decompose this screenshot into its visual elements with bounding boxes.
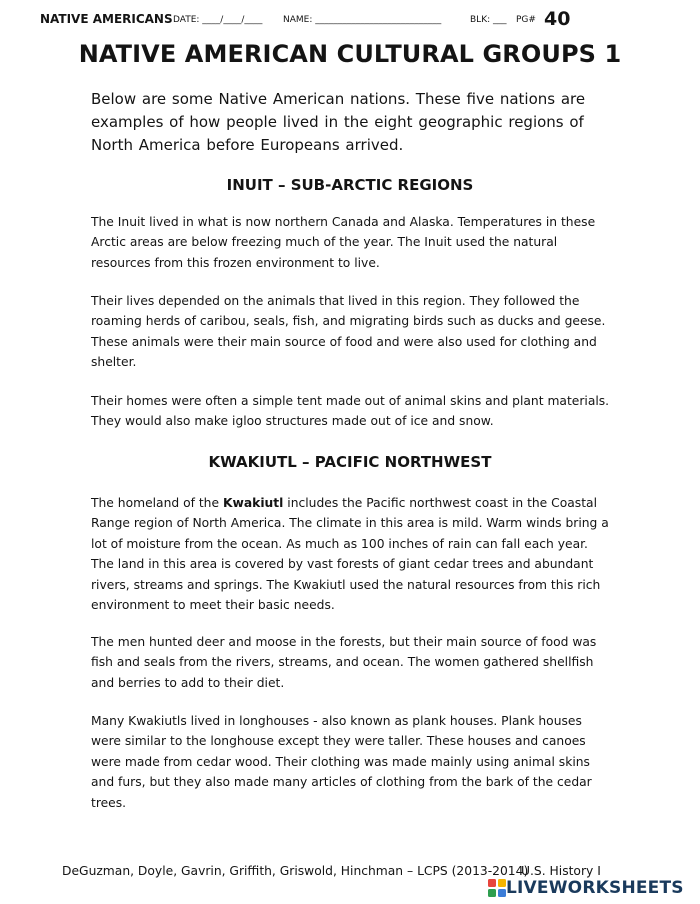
inuit-paragraph-3: Their homes were often a simple tent made out of animal skins and plant materials. They would also make igloo structures made out of ice and snow. — [91, 394, 610, 429]
liveworksheets-logo-icon — [488, 879, 506, 897]
name-field-label: NAME: ____________________________ — [283, 15, 442, 25]
kwakiutl-paragraph-2: The men hunted deer and moose in the forests, but their main source of food was fish and seals from the rivers, streams, and ocean. The women gathered shellfish and berries to add to their diet. — [91, 635, 597, 690]
page-number: 40 — [544, 8, 571, 30]
page-title: NATIVE AMERICAN CULTURAL GROUPS 1 — [78, 40, 622, 68]
section-heading-inuit: INUIT – SUB-ARCTIC REGIONS — [226, 176, 474, 194]
kwakiutl-paragraph-3: Many Kwakiutls lived in longhouses - also known as plank houses. Plank houses were similar to the longhouse except they were taller. These houses and canoes were made from cedar wood. Their clothing was made mainly using animal skins and furs, but they also made many articles of clothing from the bark of the cedar trees. — [91, 714, 592, 810]
course-header: NATIVE AMERICANS — [40, 12, 173, 26]
kwakiutl-p1-pre: The homeland of the — [91, 496, 223, 510]
footer-authors: DeGuzman, Doyle, Gavrin, Griffith, Griswold, Hinchman – LCPS (2013-2014) — [62, 864, 529, 878]
liveworksheets-watermark — [488, 878, 684, 898]
kwakiutl-p1-post: includes the Pacific northwest coast in the Coastal Range region of North America. The climate in this area is mild. Warm winds bring a lot of moisture from the ocean. As much as 100 inches of rain can fall each year. The land in this area is covered by vast forests of giant cedar trees and abundant rivers, streams and springs. The Kwakiutl used the natural resources from this rich environment to meet their basic needs. — [91, 496, 609, 613]
inuit-paragraph-2: Their lives depended on the animals that lived in this region. They followed the roaming herds of caribou, seals, fish, and migrating birds such as ducks and geese. These animals were their main source of food and were also used for clothing and shelter. — [91, 294, 606, 370]
footer-course: U.S. History I — [521, 864, 601, 878]
block-field-label: BLK: ___ — [470, 15, 507, 25]
inuit-paragraph-1: The Inuit lived in what is now northern Canada and Alaska. Temperatures in these Arctic areas are below freezing much of the year. The Inuit used the natural resources from this frozen environment to live. — [91, 215, 596, 270]
section-heading-kwakiutl: KWAKIUTL – PACIFIC NORTHWEST — [208, 453, 492, 471]
intro-paragraph: Below are some Native American nations. These five nations are examples of how people lived in the eight geographic regions of North America before Europeans arrived. — [91, 90, 586, 154]
date-field-label: DATE: ____/____/____ — [173, 15, 263, 25]
watermark-text: LIVEWORKSHEETS — [506, 878, 684, 898]
page-number-label: PG# — [516, 15, 536, 25]
kwakiutl-name-bold: Kwakiutl — [222, 496, 284, 510]
kwakiutl-paragraph-1 — [91, 493, 611, 615]
